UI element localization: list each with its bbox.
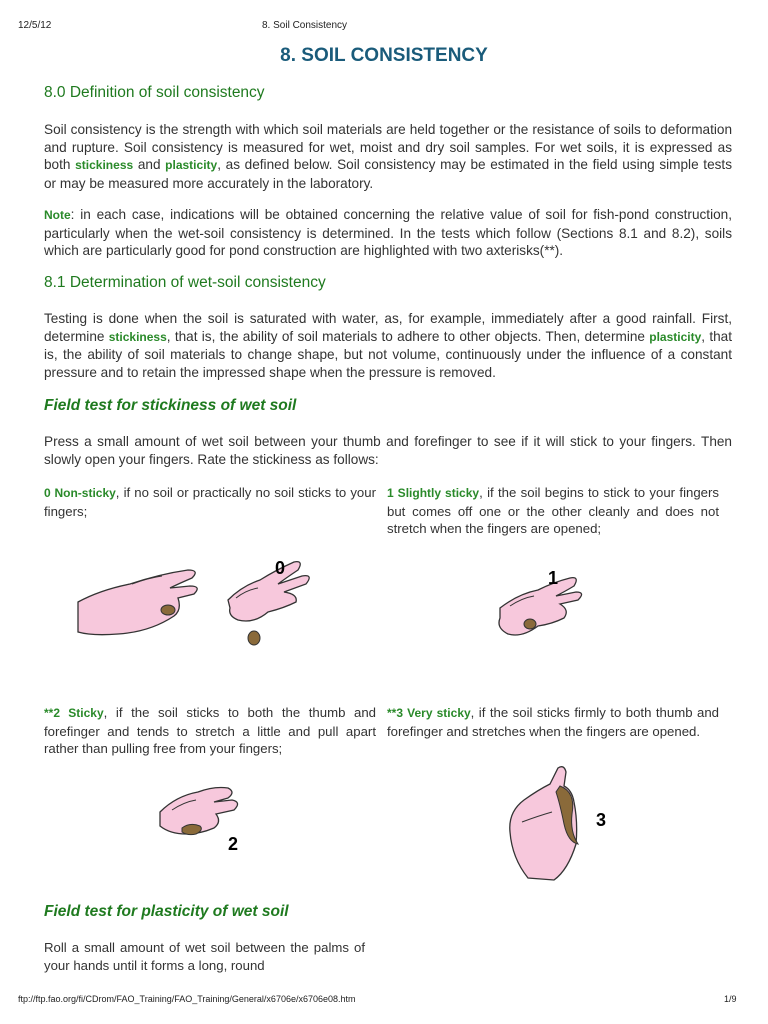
text-run: , as defined below. Soil consistency may be estimated in the field using simple tests or may be measured more accurately in the laboratory. (44, 157, 733, 191)
footer-page-number: 1/9 (724, 994, 737, 1004)
rating-label: 0 Non-sticky (44, 486, 116, 500)
figure-label-1: 1 (548, 568, 559, 588)
term-plasticity: plasticity (649, 329, 702, 344)
text-run: Testing is done when the soil is saturated with water, as, for example, immediately after a good rainfall. First, determine (44, 311, 732, 344)
note-paragraph (44, 206, 732, 260)
figure-label-2: 2 (228, 834, 239, 854)
stickiness-item-2 (44, 704, 376, 758)
section-8-0-heading: 8.0 Definition of soil consistency (44, 84, 265, 101)
plasticity-test-intro: Roll a small amount of wet soil between the palms of your hands until it forms a long, round (44, 940, 365, 973)
section-8-1-paragraph (44, 310, 732, 381)
rating-text: , if the soil sticks to both the thumb and forefinger and tends to stretch a little and pull apart rather than pulling free from your fingers; (44, 705, 376, 756)
text-run: , that is, the ability of soil materials to adhere to other objects. Then, determine (166, 328, 650, 344)
figure-label-3: 3 (596, 810, 607, 830)
figure-label-0: 0 (275, 558, 286, 578)
rating-text: , if the soil begins to stick to your fingers but comes off one or the other cleanly and does not stretch when the fingers are opened; (387, 485, 719, 536)
rating-text: , if the soil sticks firmly to both thumb and forefinger and stretches when the fingers are opened. (387, 705, 719, 739)
term-plasticity: plasticity (165, 158, 218, 172)
stickiness-test-heading: Field test for stickiness of wet soil (44, 397, 297, 414)
hand-illustration-slightly-sticky (490, 568, 610, 648)
rating-label: 1 Slightly sticky (387, 486, 480, 500)
section-8-1-heading: 8.1 Determination of wet-soil consistency (44, 274, 326, 291)
stickiness-item-0 (44, 484, 376, 520)
text-run: Soil consistency is the strength with which soil materials are held together or the resistance of soils to deformation and rupture. Soil consistency is measured for wet, moist and dry soil samples. For wet soils, it is expressed as both (44, 122, 732, 172)
rating-label: **3 Very sticky (387, 706, 471, 720)
hand-illustration-non-sticky (70, 550, 340, 660)
footer-url: ftp://ftp.fao.org/fi/CDrom/FAO_Training/FAO_Training/General/x6706e/x6706e08.htm (18, 994, 356, 1004)
hand-illustration-very-sticky (498, 762, 628, 884)
text-run: , that is, the ability of soil materials to change shape, but not volume, continuously under the influence of a constant pressure and to retain the impressed shape when the pressure is removed. (44, 328, 733, 380)
text-run: and (133, 157, 166, 172)
stickiness-test-intro: Press a small amount of wet soil between your thumb and forefinger to see if it will stick to your fingers. Then slowly open your fingers. Rate the stickiness as follows: (44, 434, 732, 467)
hand-illustration-sticky (152, 782, 282, 858)
rating-text: , if no soil or practically no soil sticks to your fingers; (44, 485, 376, 519)
header-title: 8. Soil Consistency (262, 20, 348, 31)
stickiness-item-1 (387, 484, 719, 538)
term-stickiness: stickiness (108, 329, 167, 344)
header-date: 12/5/12 (18, 20, 52, 31)
plasticity-test-heading: Field test for plasticity of wet soil (44, 903, 289, 920)
stickiness-item-3 (387, 704, 719, 740)
note-text: : in each case, indications will be obtained concerning the relative value of soil for fish-pond construction, particularly when the wet-soil consistency is determined. In the tests which follow (Sections 8.1 and 8.2), soils which are particularly good for pond construction are highlighted with two axterisks(**). (44, 207, 732, 258)
page-title: 8. SOIL CONSISTENCY (280, 45, 488, 66)
term-stickiness: stickiness (75, 158, 134, 172)
rating-label: **2 Sticky (44, 706, 104, 720)
note-label: Note (44, 208, 71, 222)
section-8-0-paragraph (44, 121, 732, 192)
